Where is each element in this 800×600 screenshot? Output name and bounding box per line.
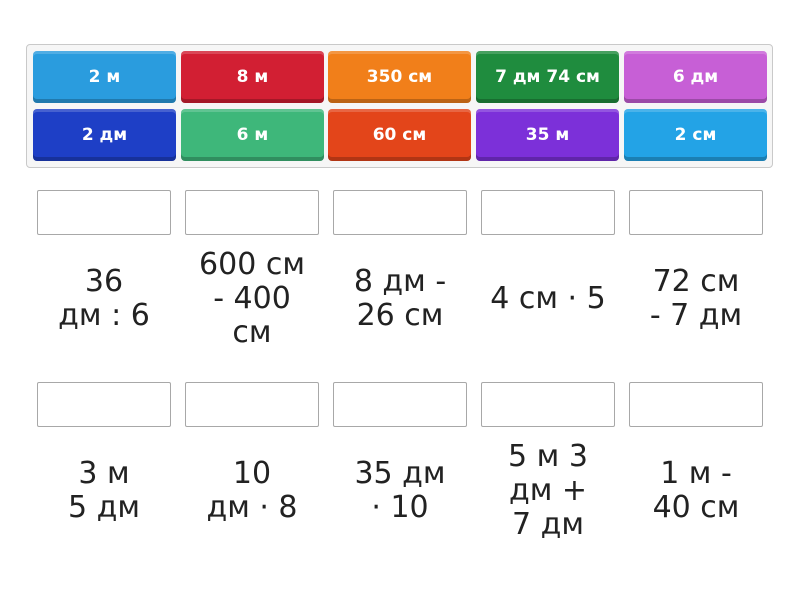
answer-drop-slot[interactable] — [629, 382, 763, 427]
answer-tile[interactable]: 60 см — [328, 109, 471, 161]
answer-tile[interactable]: 2 см — [624, 109, 767, 161]
answer-tile[interactable]: 350 см — [328, 51, 471, 103]
answer-drop-slot[interactable] — [37, 382, 171, 427]
question-expression: 4 см · 5 — [490, 281, 606, 316]
answer-tile[interactable]: 2 дм — [33, 109, 176, 161]
answer-drop-slot[interactable] — [37, 190, 171, 235]
answer-drop-slot[interactable] — [185, 190, 319, 235]
answer-drop-slot[interactable] — [333, 190, 467, 235]
answer-tile[interactable]: 6 дм — [624, 51, 767, 103]
question-expression: 600 см - 400 см — [199, 247, 305, 350]
answer-tile[interactable]: 6 м — [181, 109, 324, 161]
answer-tile[interactable]: 2 м — [33, 51, 176, 103]
question-expression: 1 м - 40 см — [652, 456, 740, 525]
answer-drop-slot[interactable] — [481, 190, 615, 235]
question-expression: 35 дм · 10 — [354, 456, 446, 525]
answer-drop-slot[interactable] — [481, 382, 615, 427]
answer-tile[interactable]: 8 м — [181, 51, 324, 103]
question-expression: 36 дм : 6 — [58, 264, 150, 333]
answer-tile[interactable]: 35 м — [476, 109, 619, 161]
answer-tile[interactable]: 7 дм 74 см — [476, 51, 619, 103]
question-expression: 72 см - 7 дм — [649, 264, 743, 333]
question-expression: 5 м 3 дм + 7 дм — [508, 439, 588, 542]
answer-drop-slot[interactable] — [185, 382, 319, 427]
question-expression: 8 дм - 26 см — [353, 264, 447, 333]
question-expression: 10 дм · 8 — [206, 456, 298, 525]
answer-drop-slot[interactable] — [333, 382, 467, 427]
answer-drop-slot[interactable] — [629, 190, 763, 235]
question-expression: 3 м 5 дм — [68, 456, 140, 525]
